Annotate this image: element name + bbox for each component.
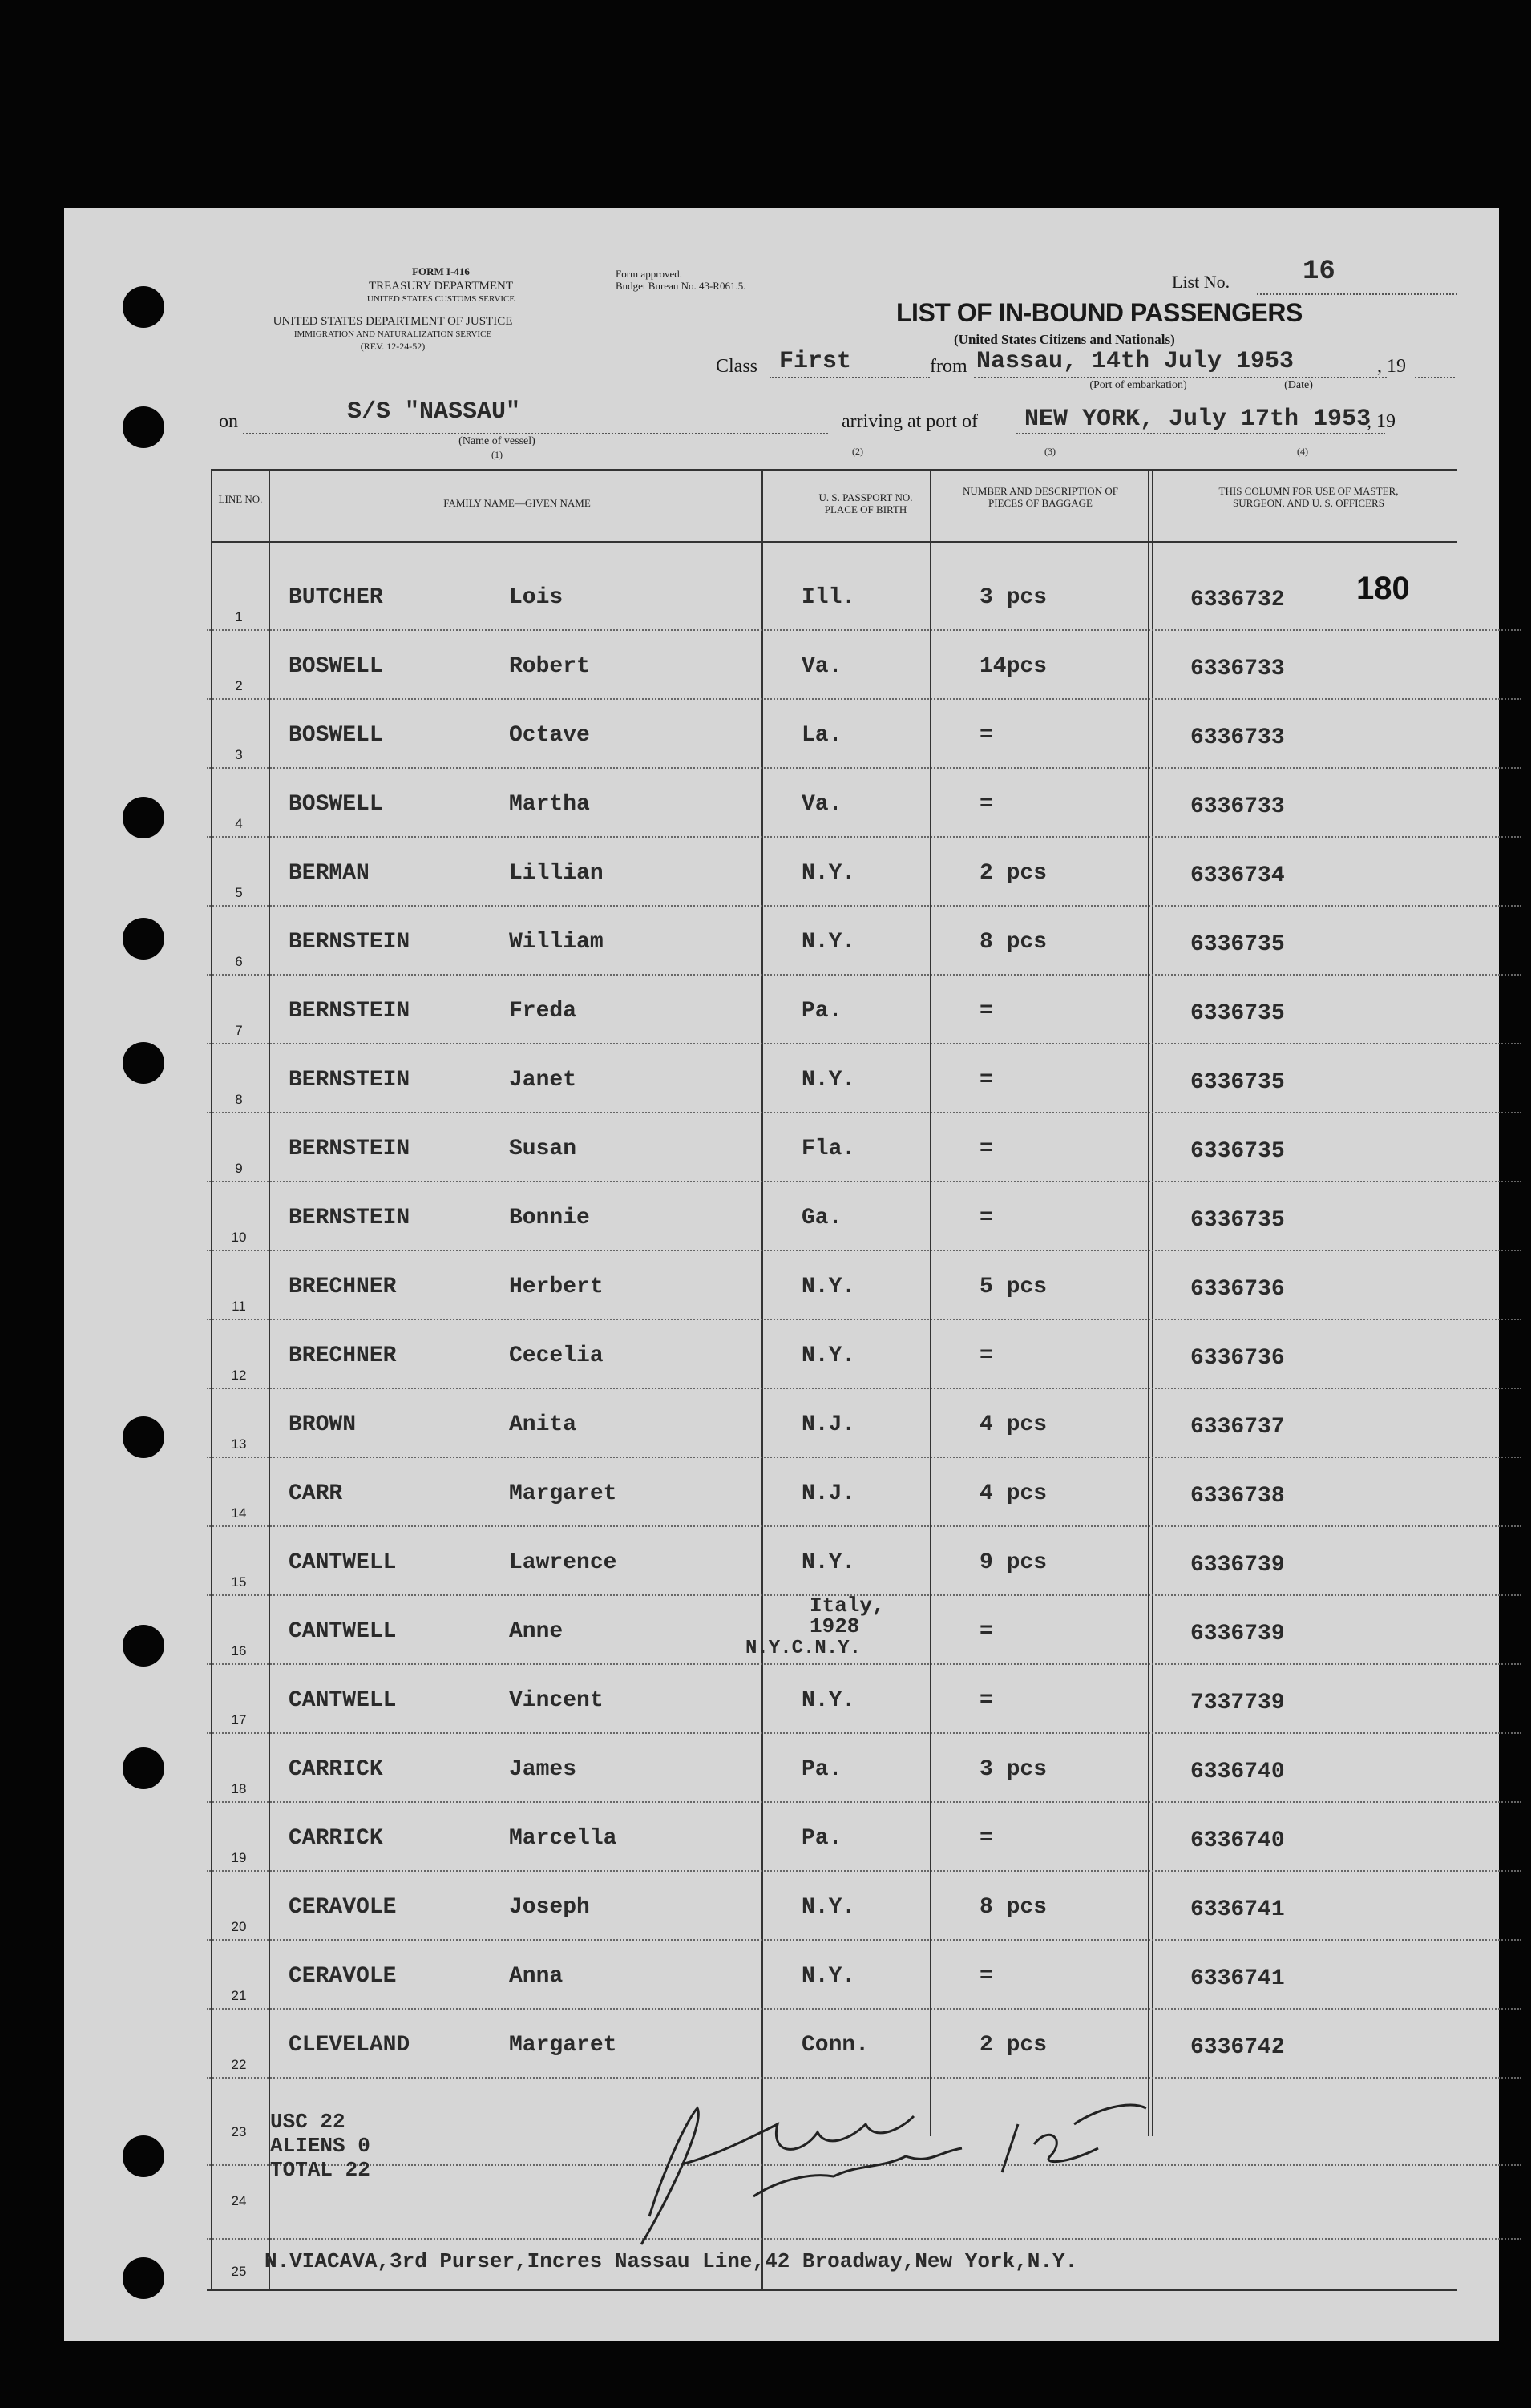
line-number: 5 <box>235 885 243 900</box>
line-number: 11 <box>232 1299 246 1314</box>
binder-hole <box>123 1625 164 1667</box>
officer-number: 6336733 <box>1190 725 1285 750</box>
baggage: 4 pcs <box>980 1481 1048 1506</box>
class-value: First <box>779 348 852 375</box>
line-number: 9 <box>235 1161 243 1176</box>
family-name: BERNSTEIN <box>289 1137 410 1162</box>
family-name: BERNSTEIN <box>289 1206 410 1230</box>
baggage: 2 pcs <box>980 2033 1048 2058</box>
column-1-caption: (1) <box>491 449 503 460</box>
officer-number: 6336736 <box>1190 1277 1285 1302</box>
line-number: 21 <box>231 1988 247 2003</box>
given-name: Janet <box>509 1068 577 1093</box>
table-top-border <box>211 469 1457 471</box>
officer-number: 6336735 <box>1190 1208 1285 1233</box>
baggage: 8 pcs <box>980 930 1048 955</box>
given-name: William <box>509 930 604 955</box>
column-4-caption: (4) <box>1297 446 1308 457</box>
place-of-birth: Italy, 1928 <box>810 1594 885 1638</box>
place-of-birth: La. <box>802 723 842 748</box>
row-divider <box>207 974 1521 976</box>
given-name: Susan <box>509 1137 577 1162</box>
officer-number: 6336738 <box>1190 1484 1285 1509</box>
baggage: = <box>980 1619 993 1644</box>
department-of-justice: UNITED STATES DEPARTMENT OF JUSTICE <box>273 315 513 328</box>
vessel-line <box>243 433 828 434</box>
given-name: Joseph <box>509 1895 590 1920</box>
aliens-count: ALIENS 0 <box>270 2134 370 2158</box>
class-label: Class <box>716 356 758 377</box>
officer-number: 6336732 <box>1190 588 1285 612</box>
baggage: 9 pcs <box>980 1550 1048 1575</box>
baggage: 3 pcs <box>980 585 1048 610</box>
row-divider <box>207 1732 1521 1734</box>
place-of-birth: Ill. <box>802 585 856 610</box>
row-divider <box>207 836 1521 838</box>
place-of-birth-amended: N.Y.C.N.Y. <box>745 1638 862 1659</box>
given-name: Vincent <box>509 1688 604 1713</box>
list-no-label: List No. <box>1172 272 1230 292</box>
line-number: 16 <box>231 1643 247 1659</box>
line-number: 15 <box>231 1574 247 1590</box>
family-name: BUTCHER <box>289 585 383 610</box>
baggage: = <box>980 999 993 1024</box>
column-3-caption: (3) <box>1044 446 1056 457</box>
line-number: 4 <box>235 816 243 831</box>
place-of-birth: N.Y. <box>802 1964 856 1989</box>
usc-count: USC 22 <box>270 2110 345 2134</box>
officer-number: 6336739 <box>1190 1553 1285 1578</box>
place-of-birth: N.Y. <box>802 1895 856 1920</box>
total-count: TOTAL 22 <box>270 2158 370 2182</box>
arrival-line <box>1016 433 1385 434</box>
row-divider <box>207 1525 1521 1527</box>
binder-hole <box>123 1416 164 1458</box>
place-of-birth: Fla. <box>802 1137 856 1162</box>
baggage: = <box>980 723 993 748</box>
officer-number: 6336741 <box>1190 1897 1285 1922</box>
given-name: Anne <box>509 1619 564 1644</box>
place-of-birth: N.Y. <box>802 1550 856 1575</box>
row-divider <box>207 1457 1521 1458</box>
budget-bureau: Budget Bureau No. 43-R061.5. <box>616 280 746 292</box>
place-of-birth: Pa. <box>802 999 842 1024</box>
place-of-birth: Pa. <box>802 1757 842 1782</box>
line-number: 18 <box>231 1781 247 1796</box>
date-caption: (Date) <box>1284 379 1313 391</box>
officer-number: 6336741 <box>1190 1966 1285 1991</box>
officer-number: 6336733 <box>1190 657 1285 681</box>
family-name: BERNSTEIN <box>289 999 410 1024</box>
officer-number: 6336735 <box>1190 1001 1285 1026</box>
binder-hole <box>123 406 164 448</box>
binder-hole <box>123 918 164 960</box>
document-title: LIST OF IN-BOUND PASSENGERS <box>896 298 1303 327</box>
family-name: CARRICK <box>289 1826 383 1851</box>
arrival-port-value: NEW YORK, July 17th 1953 <box>1024 406 1371 433</box>
from-line <box>974 377 1387 378</box>
customs-service: UNITED STATES CUSTOMS SERVICE <box>366 294 515 304</box>
place-of-birth: Ga. <box>802 1206 842 1230</box>
document-subtitle: (United States Citizens and Nationals) <box>954 332 1175 347</box>
given-name: Lawrence <box>509 1550 617 1575</box>
signature-text: J. R. Sandwell <box>625 2196 632 2197</box>
place-of-birth: Va. <box>802 654 842 679</box>
family-name: CERAVOLE <box>289 1895 397 1920</box>
column-divider <box>1148 469 1149 2136</box>
family-name: CARR <box>289 1481 343 1506</box>
baggage: 8 pcs <box>980 1895 1048 1920</box>
officer-number: 6336740 <box>1190 1760 1285 1784</box>
officer-number: 6336740 <box>1190 1828 1285 1853</box>
binder-hole <box>123 2135 164 2177</box>
family-name: BOSWELL <box>289 723 383 748</box>
year-line <box>1415 377 1455 378</box>
baggage: = <box>980 1068 993 1093</box>
row-divider <box>207 2008 1521 2010</box>
baggage: = <box>980 1826 993 1851</box>
row-divider <box>207 1939 1521 1941</box>
family-name: BROWN <box>289 1412 357 1437</box>
binder-hole <box>123 286 164 328</box>
line-number: 14 <box>231 1505 247 1521</box>
vessel-name: S/S "NASSAU" <box>347 398 521 426</box>
row-divider <box>207 905 1521 907</box>
row-divider <box>207 698 1521 700</box>
baggage: 2 pcs <box>980 861 1048 886</box>
revision-label: (REV. 12-24-52) <box>360 341 426 352</box>
column-divider <box>930 469 931 2136</box>
family-name: BOSWELL <box>289 792 383 817</box>
officer-number: 6336739 <box>1190 1622 1285 1646</box>
arriving-label: arriving at port of <box>842 411 978 432</box>
officer-signature <box>617 2076 1162 2261</box>
line-number: 7 <box>235 1023 243 1038</box>
given-name: Bonnie <box>509 1206 590 1230</box>
family-name: BRECHNER <box>289 1343 397 1368</box>
baggage: = <box>980 1137 993 1162</box>
officer-number: 6336735 <box>1190 1139 1285 1164</box>
given-name: Freda <box>509 999 577 1024</box>
ins-label: IMMIGRATION AND NATURALIZATION SERVICE <box>293 329 492 339</box>
line-number: 3 <box>235 747 243 762</box>
passenger-list-document <box>64 208 1499 2341</box>
family-name: CANTWELL <box>289 1619 397 1644</box>
baggage: 3 pcs <box>980 1757 1048 1782</box>
officer-number: 7337739 <box>1190 1691 1285 1715</box>
list-no-line <box>1257 293 1457 295</box>
row-divider <box>207 1388 1521 1389</box>
line-number: 2 <box>235 678 243 693</box>
form-approved: Form approved. <box>616 268 683 280</box>
baggage: 5 pcs <box>980 1275 1048 1299</box>
baggage: = <box>980 792 993 817</box>
table-bottom-border <box>207 2289 1457 2291</box>
row-divider <box>207 767 1521 769</box>
place-of-birth: N.Y. <box>802 930 856 955</box>
family-name: BERNSTEIN <box>289 1068 410 1093</box>
given-name: Anna <box>509 1964 564 1989</box>
officer-number: 6336742 <box>1190 2035 1285 2060</box>
row-divider <box>207 629 1521 631</box>
given-name: Herbert <box>509 1275 604 1299</box>
given-name: Marcella <box>509 1826 617 1851</box>
line-number: 6 <box>235 954 243 969</box>
baggage: = <box>980 1688 993 1713</box>
from-label: from <box>930 356 967 377</box>
officer-number: 6336735 <box>1190 1070 1285 1095</box>
header-officers: THIS COLUMN FOR USE OF MASTER, SURGEON, AND U. S. OFFICERS <box>1218 485 1399 509</box>
column-divider <box>211 469 212 2289</box>
family-name: BOSWELL <box>289 654 383 679</box>
given-name: Lois <box>509 585 564 610</box>
vessel-caption: (Name of vessel) <box>458 435 535 447</box>
given-name: Robert <box>509 654 590 679</box>
signature-title: Imm Officer 10 Ay <box>625 2204 633 2205</box>
row-divider <box>207 1801 1521 1803</box>
given-name: Cecelia <box>509 1343 604 1368</box>
row-divider <box>207 1870 1521 1872</box>
binder-hole <box>123 797 164 838</box>
year-suffix: , 19 <box>1377 356 1406 377</box>
form-number: FORM I-416 <box>412 265 470 277</box>
place-of-birth: N.Y. <box>802 1068 856 1093</box>
given-name: James <box>509 1757 577 1782</box>
officer-number: 6336733 <box>1190 794 1285 819</box>
row-divider <box>207 1250 1521 1251</box>
baggage: 4 pcs <box>980 1412 1048 1437</box>
place-of-birth: N.Y. <box>802 1275 856 1299</box>
baggage: = <box>980 1206 993 1230</box>
header-line-no: LINE NO. <box>218 493 263 505</box>
line-number: 12 <box>231 1368 247 1383</box>
column-2-caption: (2) <box>852 446 863 457</box>
page-stamp-number: 180 <box>1356 571 1410 606</box>
row-divider <box>207 1319 1521 1320</box>
officer-number: 6336734 <box>1190 863 1285 888</box>
class-line <box>770 377 930 378</box>
baggage: 14pcs <box>980 654 1048 679</box>
binder-hole <box>123 1747 164 1789</box>
line-number: 23 <box>231 2124 247 2139</box>
row-divider <box>207 1043 1521 1044</box>
given-name: Octave <box>509 723 590 748</box>
place-of-birth: Va. <box>802 792 842 817</box>
place-of-birth: N.J. <box>802 1412 856 1437</box>
line-number: 13 <box>231 1436 247 1452</box>
given-name: Margaret <box>509 1481 617 1506</box>
place-of-birth: N.Y. <box>802 1688 856 1713</box>
baggage: = <box>980 1343 993 1368</box>
baggage: = <box>980 1964 993 1989</box>
given-name: Martha <box>509 792 590 817</box>
line-number: 17 <box>231 1712 247 1727</box>
column-divider <box>269 469 270 2289</box>
line-number: 19 <box>231 1850 247 1865</box>
family-name: CANTWELL <box>289 1688 397 1713</box>
port-embarkation-caption: (Port of embarkation) <box>1089 379 1187 391</box>
purser-statement: N.VIACAVA,3rd Purser,Incres Nassau Line,42 Broadway,New York,N.Y. <box>265 2249 1078 2273</box>
officer-number: 6336736 <box>1190 1346 1285 1371</box>
row-divider <box>207 1663 1521 1665</box>
header-baggage: NUMBER AND DESCRIPTION OF PIECES OF BAGGAGE <box>963 485 1118 509</box>
binder-hole <box>123 1042 164 1084</box>
on-label: on <box>219 411 238 432</box>
family-name: BERNSTEIN <box>289 930 410 955</box>
given-name: Margaret <box>509 2033 617 2058</box>
family-name: CERAVOLE <box>289 1964 397 1989</box>
given-name: Anita <box>509 1412 577 1437</box>
place-of-birth: N.Y. <box>802 861 856 886</box>
line-number: 20 <box>231 1919 247 1934</box>
line-number: 1 <box>235 609 243 624</box>
list-number: 16 <box>1303 257 1335 287</box>
header-bottom-border <box>211 541 1457 543</box>
officer-number: 6336735 <box>1190 932 1285 957</box>
line-number: 8 <box>235 1092 243 1107</box>
year-suffix-2: , 19 <box>1367 411 1396 432</box>
place-of-birth: N.Y. <box>802 1343 856 1368</box>
officer-number: 6336737 <box>1190 1415 1285 1440</box>
place-of-birth: Pa. <box>802 1826 842 1851</box>
row-divider <box>207 1112 1521 1113</box>
family-name: CLEVELAND <box>289 2033 410 2058</box>
embarkation-value: Nassau, 14th July 1953 <box>976 348 1295 375</box>
family-name: BERMAN <box>289 861 370 886</box>
family-name: CANTWELL <box>289 1550 397 1575</box>
family-name: CARRICK <box>289 1757 383 1782</box>
treasury-department: TREASURY DEPARTMENT <box>368 280 514 293</box>
column-divider <box>1152 469 1153 2136</box>
given-name: Lillian <box>509 861 604 886</box>
column-divider <box>761 469 763 2289</box>
line-number: 22 <box>231 2057 247 2072</box>
header-passport: U. S. PASSPORT NO. PLACE OF BIRTH <box>818 491 913 515</box>
binder-hole <box>123 2257 164 2299</box>
line-number: 25 <box>231 2264 247 2279</box>
place-of-birth: Conn. <box>802 2033 870 2058</box>
family-name: BRECHNER <box>289 1275 397 1299</box>
line-number: 24 <box>231 2193 247 2208</box>
place-of-birth: N.J. <box>802 1481 856 1506</box>
line-number: 10 <box>231 1230 247 1245</box>
header-name: FAMILY NAME—GIVEN NAME <box>443 497 591 509</box>
row-divider <box>207 1181 1521 1182</box>
